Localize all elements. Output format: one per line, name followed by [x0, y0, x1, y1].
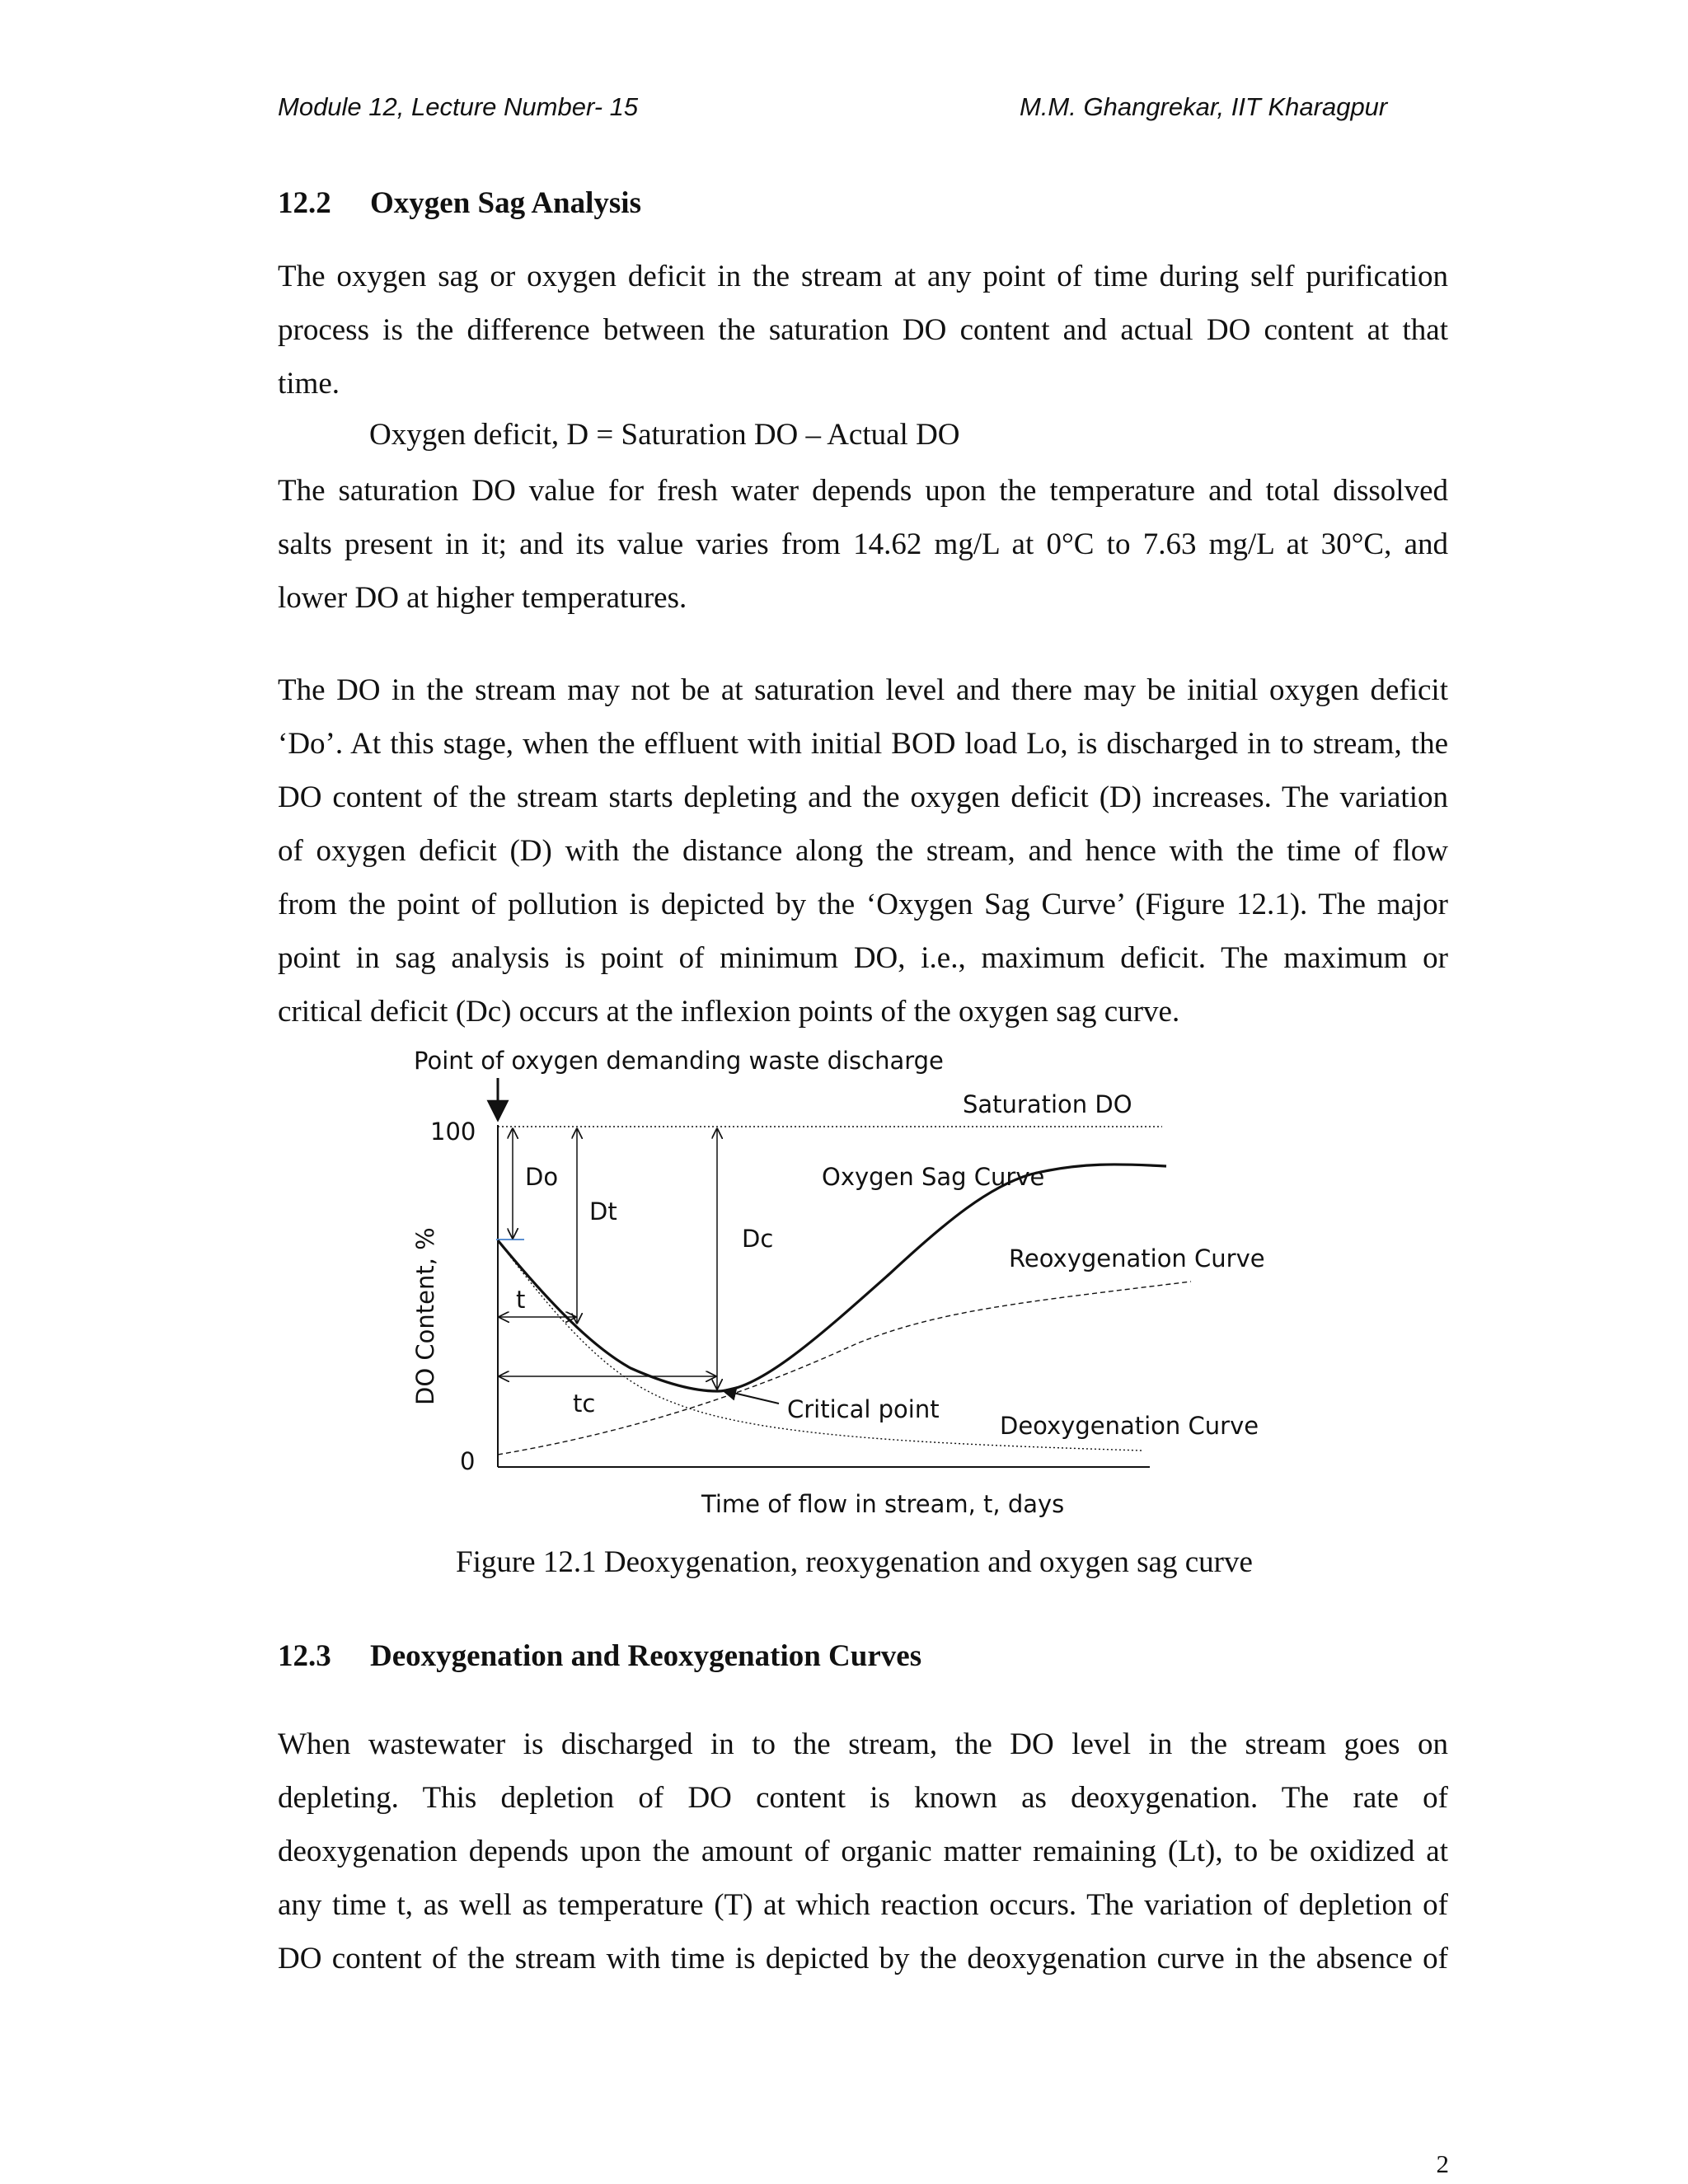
dt-label: Dt: [589, 1197, 617, 1226]
text-line: from the point of pollution is depicted by the ‘Oxygen Sag Curve’ (Figure 12.1). The major: [278, 888, 1448, 921]
text-line: process is the difference between the saturation DO content and actual DO content at that: [278, 313, 1448, 347]
x-axis-label: Time of flow in stream, t, days: [701, 1490, 1065, 1518]
text-line: ‘Do’. At this stage, when the effluent with initial BOD load Lo, is discharged in to stream, the: [278, 727, 1448, 761]
section-number: 12.3: [278, 1639, 331, 1673]
page-number: 2: [1436, 2149, 1449, 2178]
y-tick-100: 100: [430, 1118, 476, 1146]
paragraph-saturation-do: [278, 464, 1448, 625]
tc-label: tc: [573, 1390, 596, 1418]
text-line: When wastewater is discharged in to the stream, the DO level in the stream goes on: [278, 1727, 1448, 1761]
t-label: t: [516, 1286, 526, 1314]
saturation-label: Saturation DO: [963, 1090, 1132, 1118]
deox-label: Deoxygenation Curve: [1000, 1412, 1259, 1440]
text-line: The DO in the stream may not be at saturation level and there may be initial oxygen deficit: [278, 673, 1448, 707]
text-line: DO content of the stream with time is depicted by the deoxygenation curve in the absence of: [278, 1942, 1448, 1975]
text-line: depleting. This depletion of DO content is known as deoxygenation. The rate of: [278, 1781, 1448, 1815]
y-tick-0: 0: [460, 1447, 476, 1475]
text-line: critical deficit (Dc) occurs at the inflexion points of the oxygen sag curve.: [278, 995, 1180, 1029]
text-line: any time t, as well as temperature (T) at which reaction occurs. The variation of depletion of: [278, 1888, 1448, 1922]
text-line: of oxygen deficit (D) with the distance along the stream, and hence with the time of flow: [278, 834, 1448, 868]
text-line: lower DO at higher temperatures.: [278, 581, 687, 615]
critical-point-arrow: [723, 1390, 779, 1404]
text-line: DO content of the stream starts depleting and the oxygen deficit (D) increases. The variation: [278, 780, 1448, 814]
oxygen-sag-figure: [396, 1034, 1286, 1529]
reox-label: Reoxygenation Curve: [1009, 1244, 1265, 1272]
sag-label: Oxygen Sag Curve: [822, 1163, 1045, 1191]
paragraph-deoxygenation: [278, 1718, 1448, 1985]
text-line: salts present in it; and its value varies from 14.62 mg/L at 0°C to 7.63 mg/L at 30°C, and: [278, 527, 1448, 561]
figure-caption: Figure 12.1 Deoxygenation, reoxygenation and oxygen sag curve: [456, 1545, 1253, 1579]
section-12-3-heading: [278, 1638, 921, 1674]
do-label: Do: [525, 1163, 559, 1191]
text-line: deoxygenation depends upon the amount of organic matter remaining (Lt), to be oxidized at: [278, 1835, 1448, 1868]
text-line: The saturation DO value for fresh water depends upon the temperature and total dissolved: [278, 474, 1448, 508]
section-12-2-heading: [278, 185, 641, 221]
section-title: Oxygen Sag Analysis: [370, 186, 641, 220]
paragraph-initial-deficit: [278, 663, 1448, 1038]
top-label: Point of oxygen demanding waste discharge: [414, 1047, 944, 1075]
section-number: 12.2: [278, 186, 331, 220]
paragraph-oxygen-sag-definition: [278, 250, 1448, 410]
section-title: Deoxygenation and Reoxygenation Curves: [370, 1639, 922, 1673]
critical-label: Critical point: [787, 1395, 940, 1423]
text-line: point in sag analysis is point of minimum DO, i.e., maximum deficit. The maximum or: [278, 941, 1448, 975]
header-left: Module 12, Lecture Number- 15: [278, 92, 639, 121]
text-line: The oxygen sag or oxygen deficit in the stream at any point of time during self purification: [278, 260, 1448, 293]
dc-label: Dc: [742, 1225, 774, 1253]
header-right: M.M. Ghangrekar, IIT Kharagpur: [1020, 92, 1388, 121]
text-line: time.: [278, 367, 340, 401]
oxygen-deficit-equation: Oxygen deficit, D = Saturation DO – Actual DO: [369, 418, 960, 452]
y-axis-label: DO Content, %: [411, 1227, 439, 1405]
